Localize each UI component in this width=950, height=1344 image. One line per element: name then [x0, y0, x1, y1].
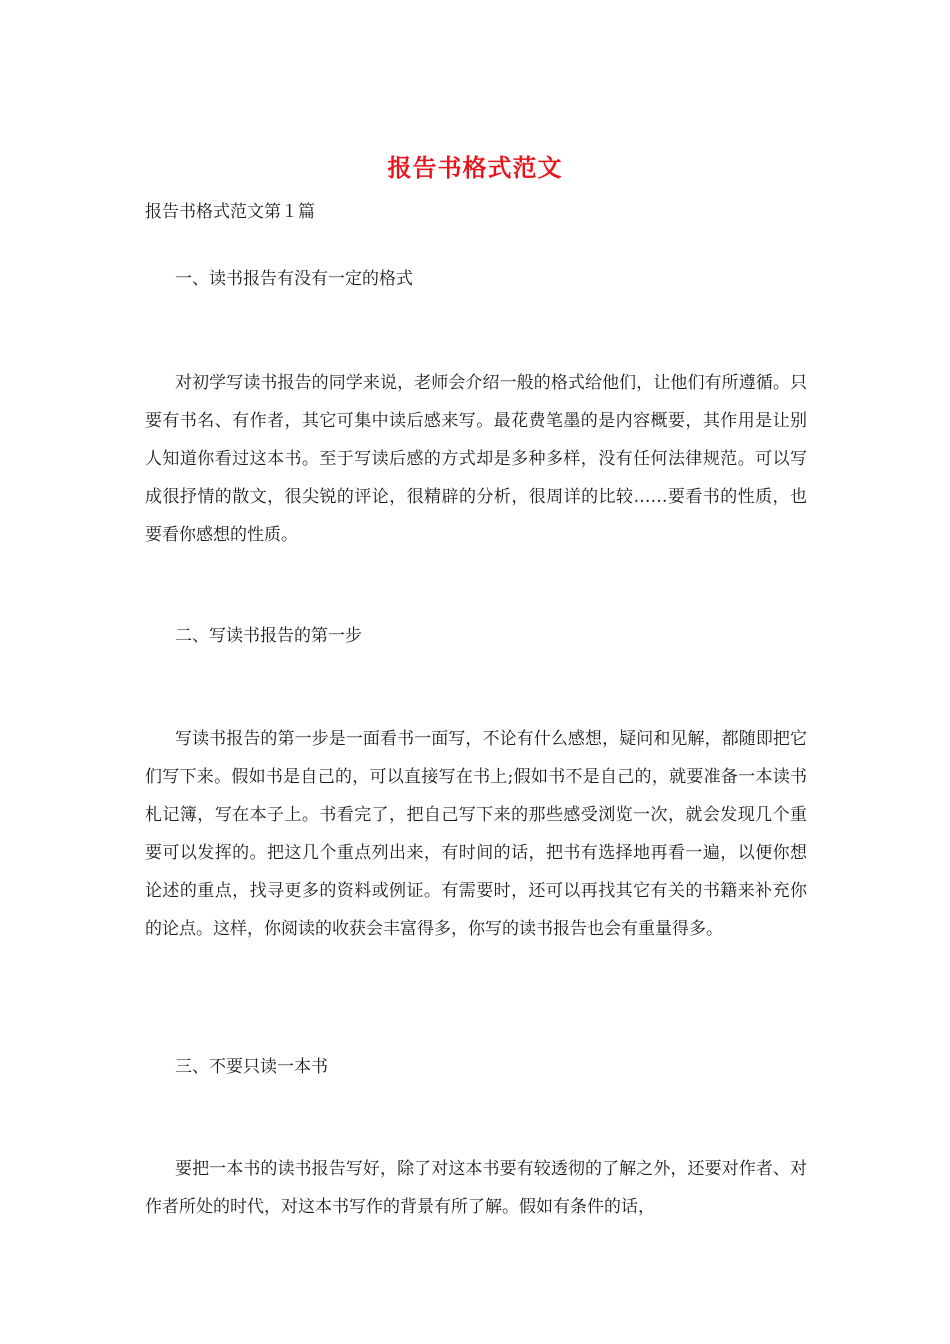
section-paragraph-2: 写读书报告的第一步是一面看书一面写，不论有什么感想，疑问和见解，都随即把它们写下来。假如书是自己的，可以直接写在书上;假如书不是自己的，就要准备一本读书札记簿，写在本子上。书看完了，把自己写下来的那些感受浏览一次，就会发现几个重要可以发挥的。把这几个重点列出来，有时间的话，把书有选择地再看一遍，以便你想论述的重点，找寻更多的资料或例证。有需要时，还可以再找其它有关的书籍来补充你的论点。这样，你阅读的收获会丰富得多，你写的读书报告也会有重量得多。: [145, 729, 807, 939]
section-paragraph-1: 对初学写读书报告的同学来说，老师会介绍一般的格式给他们，让他们有所遵循。只要有书名、有作者，其它可集中读后感来写。最花费笔墨的是内容概要，其作用是让别人知道你看过这本书。至于写读后感的方式却是多种多样，没有任何法律规范。可以写成很抒情的散文，很尖锐的评论，很精辟的分析，很周详的比较……要看书的性质，也要看你感想的性质。: [145, 373, 807, 545]
document-title: 报告书格式范文: [387, 153, 563, 182]
document-subtitle: 报告书格式范文第１篇: [145, 202, 315, 222]
section-heading-3: 三、不要只读一本书: [175, 1057, 328, 1077]
section-paragraph-3: 要把一本书的读书报告写好，除了对这本书要有较透彻的了解之外，还要对作者、对作者所处的时代，对这本书写作的背景有所了解。假如有条件的话，: [145, 1159, 807, 1217]
section-heading-1: 一、读书报告有没有一定的格式: [175, 269, 413, 289]
section-heading-2: 二、写读书报告的第一步: [175, 626, 362, 646]
